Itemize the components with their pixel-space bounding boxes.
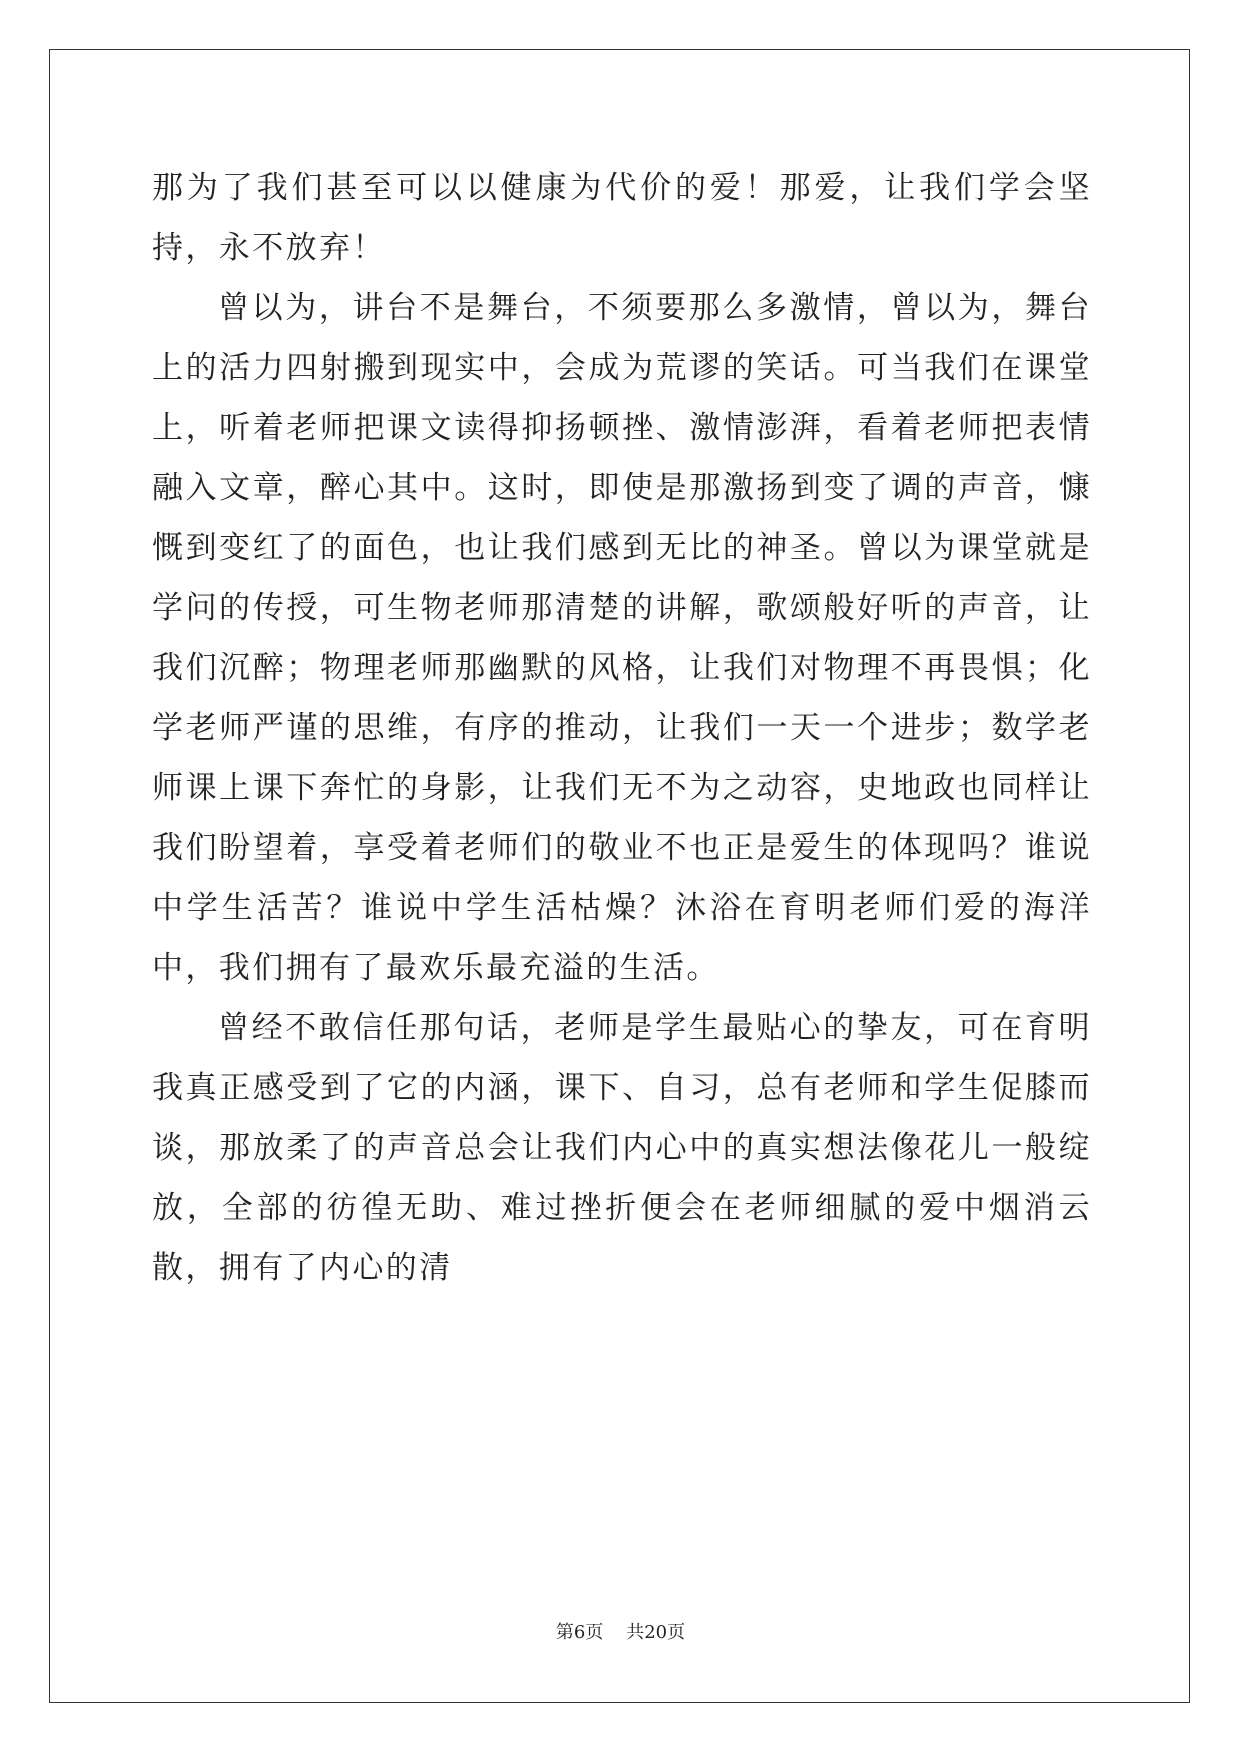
page-number: 第6页: [555, 1622, 604, 1643]
document-body: [152, 158, 1092, 1298]
paragraph-3: 曾经不敢信任那句话，老师是学生最贴心的挚友，可在育明我真正感受到了它的内涵，课下、自习，总有老师和学生促膝而谈，那放柔了的声音总会让我们内心中的真实想法像花儿一般绽放，全部的彷徨无助、难过挫折便会在老师细腻的爱中烟消云散，拥有了内心的清: [152, 1010, 1092, 1286]
page-total: 共20页: [626, 1622, 686, 1643]
page-footer: [0, 1618, 1241, 1644]
paragraph-2: 曾以为，讲台不是舞台，不须要那么多激情，曾以为，舞台上的活力四射搬到现实中，会成为荒谬的笑话。可当我们在课堂上，听着老师把课文读得抑扬顿挫、激情澎湃，看着老师把表情融入文章，醉心其中。这时，即使是那激扬到变了调的声音，慷慨到变红了的面色，也让我们感到无比的神圣。曾以为课堂就是学问的传授，可生物老师那清楚的讲解，歌颂般好听的声音，让我们沉醉；物理老师那幽默的风格，让我们对物理不再畏惧；化学老师严谨的思维，有序的推动，让我们一天一个进步；数学老师课上课下奔忙的身影，让我们无不为之动容，史地政也同样让我们盼望着，享受着老师们的敬业不也正是爱生的体现吗？谁说中学生活苦？谁说中学生活枯燥？沐浴在育明老师们爱的海洋中，我们拥有了最欢乐最充溢的生活。: [152, 290, 1092, 986]
paragraph-1: 那为了我们甚至可以以健康为代价的爱！那爱，让我们学会坚持，永不放弃！: [152, 170, 1092, 266]
